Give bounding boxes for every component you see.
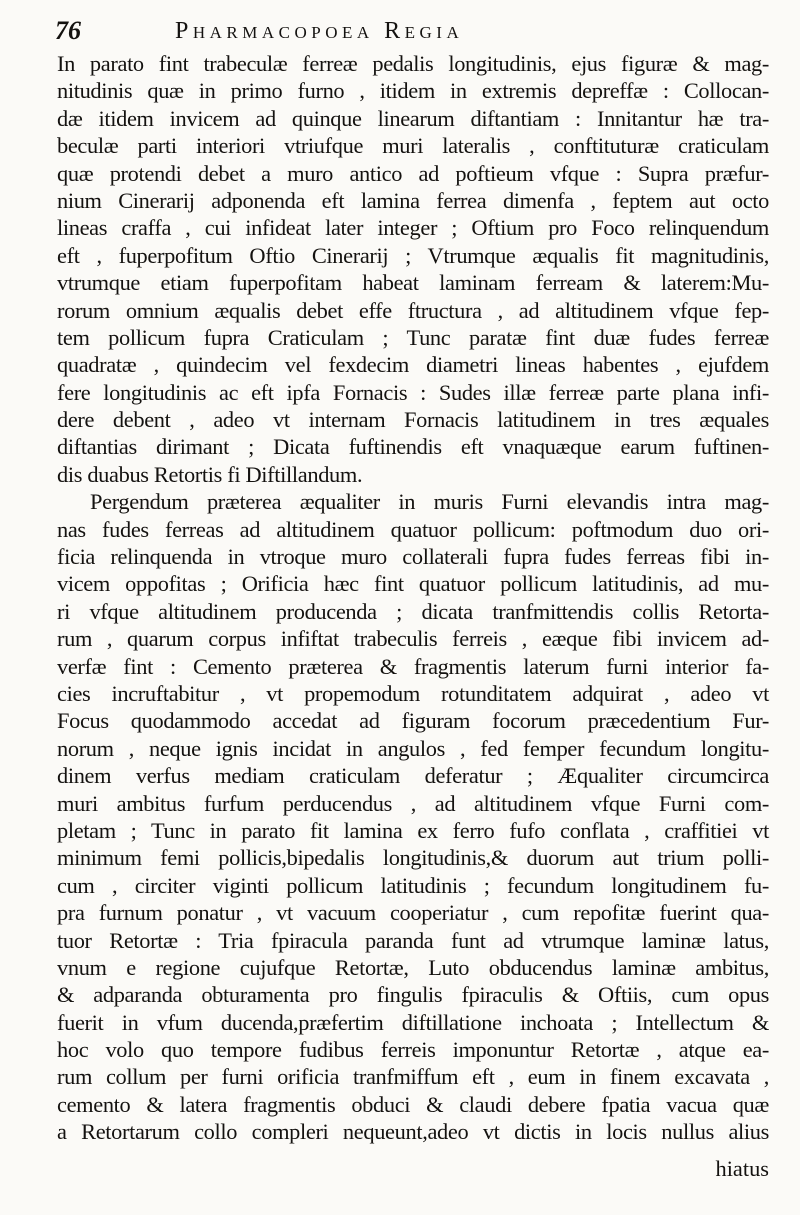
text-line: vicem oppofitas ; Orificia hæc fint quatuor pollicum latitudinis, ad mu- <box>57 571 769 597</box>
text-line: In parato fint trabeculæ ferreæ pedalis longitudinis, ejus figuræ & mag- <box>57 51 769 76</box>
paragraph-start-line: Pergendum præterea æqualiter in muris Furni elevandis intra mag- <box>90 489 769 515</box>
text-line: quadratæ , quindecim vel fexdecim diametri lineas habentes , ejufdem <box>57 352 769 378</box>
text-line: dæ itidem invicem ad quinque linearum diftantiam : Innitantur hæ tra- <box>57 105 769 131</box>
text-line: eft , fuperpofitum Oftio Cinerarij ; Vtrumque æqualis fit magnitudinis, <box>57 242 769 268</box>
text-line: rum , quarum corpus infiftat trabeculis ferreis , eæque fibi invicem ad- <box>57 626 769 652</box>
text-line: dere debent , adeo vt internam Fornacis latitudinem in tres æquales <box>57 407 769 433</box>
text-line: ficia relinquenda in vtroque muro collaterali fupra fudes ferreas fibi in- <box>57 544 769 570</box>
text-line: vnum e regione cujufque Retortæ, Luto obducendus laminæ ambitus, <box>57 954 769 980</box>
text-line: tuor Retortæ : Tria fpiracula paranda funt ad vtrumque laminæ latus, <box>57 927 769 953</box>
text-line: norum , neque ignis incidat in angulos , fed femper fecundum longitu- <box>57 735 769 761</box>
text-line: fere longitudinis ac eft ipfa Fornacis : Sudes illæ ferreæ parte plana infi- <box>57 379 769 405</box>
running-title: Pharmacopoea Regia <box>175 18 464 44</box>
text-line: nas fudes ferreas ad altitudinem quatuor pollicum: poftmodum duo ori- <box>57 516 769 542</box>
text-line: rum collum per furni orificia tranfmiffum eft , eum in finem excavata , <box>57 1064 769 1090</box>
paragraph-end-line: dis duabus Retortis fi Diftillandum. <box>57 461 363 487</box>
text-line: dinem verfus mediam craticulam deferatur ; Æqualiter circumcirca <box>57 763 769 789</box>
text-line: verfæ fint : Cemento præterea & fragmentis laterum furni interior fa- <box>57 653 769 679</box>
page-header <box>55 14 767 48</box>
text-line: tem pollicum fupra Craticulam ; Tunc paratæ fint duæ fudes ferreæ <box>57 324 769 350</box>
text-line: cemento & latera fragmentis obduci & claudi debere fpatia vacua quæ <box>57 1091 769 1117</box>
text-line: rorum omnium æqualis debet effe ftructura , ad altitudinem vfque fep- <box>57 297 769 323</box>
catchword: hiatus <box>715 1156 769 1181</box>
text-line: Focus quodammodo accedat ad figuram focorum præcedentium Fur- <box>57 708 769 734</box>
text-line: fuerit in vfum ducenda,præfertim diftillatione inchoata ; Intellectum & <box>57 1009 769 1035</box>
text-line: beculæ parti interiori vtriufque muri lateralis , conftituturæ craticulam <box>57 133 769 159</box>
text-line: nium Cinerarij adponenda eft lamina ferrea dimenfa , feptem aut octo <box>57 187 769 213</box>
text-line: vtrumque etiam fuperpofitam habeat laminam ferream & laterem:Mu- <box>57 270 769 296</box>
text-line: cum , circiter viginti pollicum latitudinis ; fecundum longitudinem fu- <box>57 872 769 898</box>
text-line: diftantias dirimant ; Dicata fuftinendis eft vnaquæque earum fuftinen- <box>57 434 769 460</box>
text-line: quæ protendi debet a muro antico ad poftieum vfque : Supra præfur- <box>57 160 769 186</box>
text-line: pra furnum ponatur , vt vacuum cooperiatur , cum repofitæ fuerint qua- <box>57 900 769 926</box>
text-line: muri ambitus furfum perducendus , ad altitudinem vfque Furni com- <box>57 790 769 816</box>
text-line: & adparanda obturamenta pro fingulis fpiraculis & Oftiis, cum opus <box>57 982 769 1008</box>
text-line: nitudinis quæ in primo furno , itidem in extremis depreffæ : Collocan- <box>57 78 769 104</box>
page-number: 76 <box>55 16 81 45</box>
body-text <box>57 50 769 1146</box>
text-line: a Retortarum collo compleri nequeunt,adeo vt dictis in locis nullus alius <box>57 1119 769 1145</box>
text-line: lineas craffa , cui infideat later integer ; Oftium pro Foco relinquendum <box>57 215 769 241</box>
text-line: minimum femi pollicis,bipedalis longitudinis,& duorum aut trium polli- <box>57 845 769 871</box>
text-line: cies incruftabitur , vt propemodum rotunditatem adquirat , adeo vt <box>57 680 769 706</box>
text-line: pletam ; Tunc in parato fit lamina ex ferro fufo conflata , craffitiei vt <box>57 817 769 843</box>
text-line: hoc volo quo tempore fudibus ferreis imponuntur Retortæ , atque ea- <box>57 1037 769 1063</box>
text-line: ri vfque altitudinem producenda ; dicata tranfmittendis collis Retorta- <box>57 598 769 624</box>
